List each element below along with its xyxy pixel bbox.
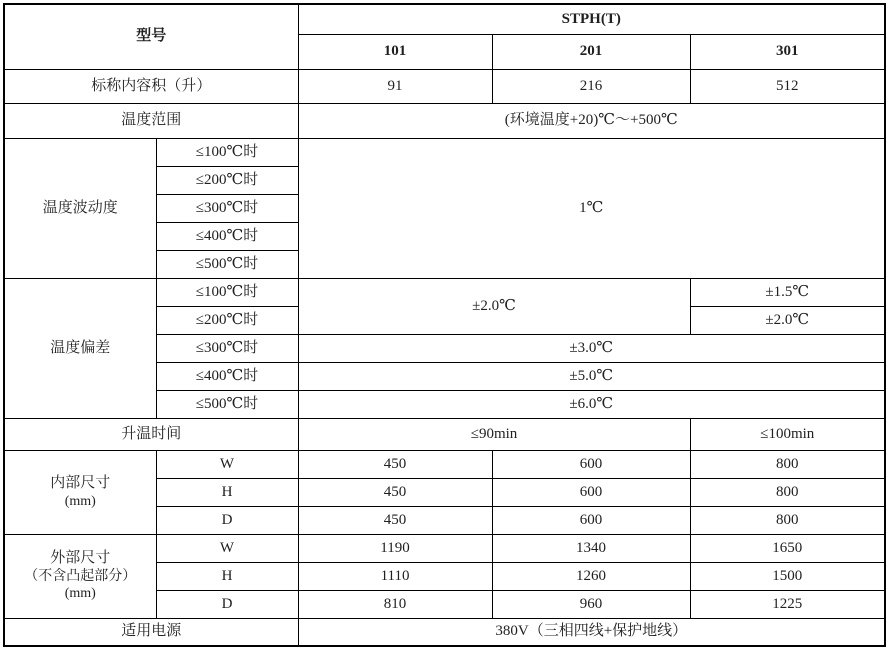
outer-dims-h-301: 1500 [690, 562, 885, 590]
deviation-value-400-all: ±5.0℃ [298, 362, 885, 390]
temp-range-label-cell: 温度范围 [4, 103, 298, 138]
inner-dims-d-101: 450 [298, 506, 492, 534]
outer-dims-d-301: 1225 [690, 590, 885, 618]
power-label-cell: 适用电源 [4, 618, 298, 646]
power-value-cell: 380V（三相四线+保护地线） [298, 618, 885, 646]
capacity-value-201: 216 [492, 69, 690, 103]
inner-dims-d-201: 600 [492, 506, 690, 534]
outer-dims-label: 外部尺寸 [50, 550, 111, 567]
heatup-value-301: ≤100min [690, 418, 885, 450]
heatup-label-cell: 升温时间 [4, 418, 298, 450]
deviation-threshold-300: ≤300℃时 [156, 334, 298, 362]
inner-dims-w-201: 600 [492, 450, 690, 478]
inner-dims-w-101: 450 [298, 450, 492, 478]
inner-dims-label-cell [4, 450, 156, 534]
temp-range-value-cell: (环境温度+20)℃～+500℃ [298, 103, 885, 138]
deviation-value-100-200-101-201: ±2.0℃ [298, 278, 690, 334]
inner-dims-w-301: 800 [690, 450, 885, 478]
deviation-threshold-200: ≤200℃时 [156, 306, 298, 334]
fluctuation-threshold-300: ≤300℃时 [156, 194, 298, 222]
inner-dims-d-301: 800 [690, 506, 885, 534]
outer-dims-axis-h: H [156, 562, 298, 590]
deviation-value-200-301: ±2.0℃ [690, 306, 885, 334]
outer-dims-w-101: 1190 [298, 534, 492, 562]
deviation-threshold-500: ≤500℃时 [156, 390, 298, 418]
outer-dims-w-201: 1340 [492, 534, 690, 562]
outer-dims-note: （不含凸起部分） [24, 568, 137, 584]
capacity-value-101: 91 [298, 69, 492, 103]
spec-table [3, 3, 886, 647]
model-201-cell: 201 [492, 34, 690, 69]
capacity-value-301: 512 [690, 69, 885, 103]
outer-dims-h-101: 1110 [298, 562, 492, 590]
inner-dims-unit: (mm) [64, 493, 96, 509]
deviation-value-300-all: ±3.0℃ [298, 334, 885, 362]
fluctuation-threshold-500: ≤500℃时 [156, 250, 298, 278]
outer-dims-axis-d: D [156, 590, 298, 618]
deviation-value-500-all: ±6.0℃ [298, 390, 885, 418]
inner-dims-label: 内部尺寸 [50, 474, 111, 491]
outer-dims-d-201: 960 [492, 590, 690, 618]
model-header-cell: 型号 [4, 4, 298, 69]
deviation-threshold-100: ≤100℃时 [156, 278, 298, 306]
outer-dims-label-cell [4, 534, 156, 618]
deviation-value-100-301: ±1.5℃ [690, 278, 885, 306]
inner-dims-h-101: 450 [298, 478, 492, 506]
inner-dims-h-301: 800 [690, 478, 885, 506]
inner-dims-axis-w: W [156, 450, 298, 478]
series-header-cell: STPH(T) [298, 4, 885, 34]
outer-dims-h-201: 1260 [492, 562, 690, 590]
fluctuation-threshold-400: ≤400℃时 [156, 222, 298, 250]
deviation-threshold-400: ≤400℃时 [156, 362, 298, 390]
inner-dims-axis-d: D [156, 506, 298, 534]
capacity-label-cell: 标称内容积（升） [4, 69, 298, 103]
inner-dims-axis-h: H [156, 478, 298, 506]
heatup-value-101-201: ≤90min [298, 418, 690, 450]
fluctuation-threshold-200: ≤200℃时 [156, 166, 298, 194]
model-301-cell: 301 [690, 34, 885, 69]
fluctuation-label-cell: 温度波动度 [4, 138, 156, 278]
model-101-cell: 101 [298, 34, 492, 69]
inner-dims-h-201: 600 [492, 478, 690, 506]
deviation-label-cell: 温度偏差 [4, 278, 156, 418]
fluctuation-value-cell: 1℃ [298, 138, 885, 278]
outer-dims-unit: (mm) [64, 586, 96, 602]
outer-dims-axis-w: W [156, 534, 298, 562]
outer-dims-w-301: 1650 [690, 534, 885, 562]
fluctuation-threshold-100: ≤100℃时 [156, 138, 298, 166]
outer-dims-d-101: 810 [298, 590, 492, 618]
